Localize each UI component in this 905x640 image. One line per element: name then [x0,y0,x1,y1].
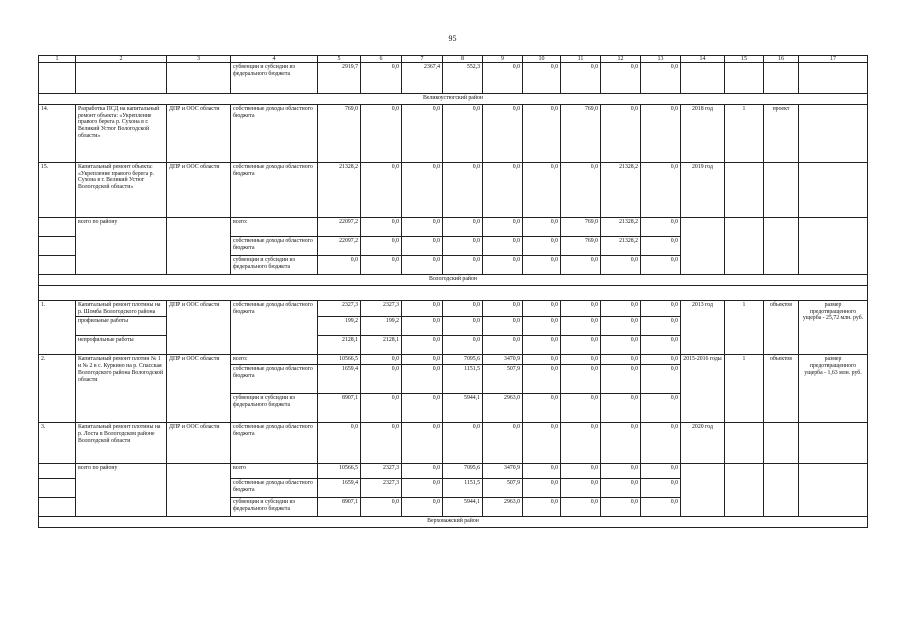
value-cell: 3470,9 [483,355,523,365]
value-cell: 0,0 [402,394,443,423]
value-cell: 0,0 [561,301,601,317]
value-cell: 0,0 [561,163,601,218]
value-cell: 0,0 [483,63,523,94]
value-cell: 3470,9 [483,464,523,479]
value-cell: 22097,2 [318,237,361,256]
value-cell: 0,0 [561,479,601,498]
value-cell: 2919,7 [318,63,361,94]
value-cell: 0,0 [523,237,561,256]
table-cell [681,464,725,517]
source-cell: собственные доходы областного бюджета [231,423,318,464]
page-number: 95 [448,34,457,43]
source-cell: субвенции и субсидии из федерального бюджета [231,63,318,94]
value-cell: 769,0 [561,105,601,163]
value-cell: 0,0 [443,317,483,336]
value-cell: 22097,2 [318,218,361,237]
row-number: 2. [39,355,76,423]
value-cell: 0,0 [641,423,681,464]
table-cell [39,479,76,498]
value-cell: 0,0 [523,301,561,317]
value-cell: 21328,2 [601,218,641,237]
table-cell [167,464,231,517]
value-cell: 507,9 [483,479,523,498]
table-cell [39,464,76,479]
value-cell: 0,0 [523,365,561,394]
value-cell: 0,0 [361,394,402,423]
value-cell: 0,0 [641,394,681,423]
value-cell: 0,0 [443,256,483,275]
value-cell: 0,0 [402,237,443,256]
column-header: 11 [561,56,601,63]
value-cell: 0,0 [523,423,561,464]
section-title: Верховажский район [39,517,868,528]
value-cell: 0,0 [641,317,681,336]
value-cell: 0,0 [402,464,443,479]
quantity-cell: 1 [725,105,764,163]
value-cell: 0,0 [443,301,483,317]
value-cell: 0,0 [523,479,561,498]
unit-cell: объектов [764,355,799,423]
table-cell [39,237,76,256]
value-cell: 0,0 [601,394,641,423]
column-header: 16 [764,56,799,63]
value-cell: 0,0 [361,63,402,94]
year-cell: 2020 год [681,423,725,464]
column-header: 4 [231,56,318,63]
value-cell: 2327,3 [361,464,402,479]
unit-cell: проект [764,105,799,163]
value-cell: 0,0 [483,237,523,256]
value-cell: 0,0 [561,464,601,479]
table-cell [725,464,764,517]
value-cell: 2963,0 [483,394,523,423]
value-cell: 0,0 [641,163,681,218]
value-cell: 0,0 [601,479,641,498]
value-cell: 21328,2 [601,237,641,256]
value-cell: 0,0 [402,218,443,237]
value-cell: 0,0 [402,365,443,394]
table-row [39,301,868,317]
value-cell: 5944,1 [443,394,483,423]
value-cell: 7095,6 [443,355,483,365]
value-cell: 0,0 [641,464,681,479]
table-row [39,63,868,94]
value-cell: 21328,2 [601,163,641,218]
column-header: 3 [167,56,231,63]
value-cell: 0,0 [402,336,443,355]
table-cell [799,218,868,275]
value-cell: 0,0 [641,218,681,237]
row-number: 3. [39,423,76,464]
table-cell [681,63,725,94]
total-label: всего по району [76,464,167,517]
year-cell: 2018 год [681,105,725,163]
source-cell: собственные доходы областного бюджета [231,301,318,355]
table-cell [725,218,764,275]
value-cell: 0,0 [523,355,561,365]
value-cell: 0,0 [483,256,523,275]
value-cell: 2367,4 [402,63,443,94]
value-cell: 507,9 [483,365,523,394]
column-header: 1 [39,56,76,63]
row-number: 1. [39,301,76,355]
value-cell: 0,0 [523,105,561,163]
value-cell: 0,0 [601,256,641,275]
column-header: 15 [725,56,764,63]
value-cell: 0,0 [561,365,601,394]
value-cell: 1151,5 [443,479,483,498]
source-cell: собственные доходы областного бюджета [231,365,318,394]
value-cell: 1659,4 [318,365,361,394]
value-cell: 0,0 [561,498,601,517]
row-number: 15. [39,163,76,218]
value-cell: 0,0 [483,163,523,218]
value-cell: 0,0 [361,163,402,218]
column-header: 2 [76,56,167,63]
source-cell: собственные доходы областного бюджета [231,105,318,163]
value-cell: 0,0 [641,256,681,275]
value-cell: 0,0 [641,336,681,355]
year-cell: 2015-2016 годы [681,355,725,423]
value-cell: 0,0 [483,423,523,464]
value-cell: 2327,3 [361,301,402,317]
value-cell: 0,0 [402,423,443,464]
value-cell: 8907,1 [318,394,361,423]
table-row [39,355,868,365]
value-cell: 0,0 [443,218,483,237]
value-cell: 2128,1 [318,336,361,355]
value-cell: 10566,5 [318,464,361,479]
value-cell: 0,0 [483,336,523,355]
value-cell: 0,0 [483,105,523,163]
value-cell: 21328,2 [318,163,361,218]
value-cell: 199,2 [318,317,361,336]
value-cell: 0,0 [361,498,402,517]
row-number: 14. [39,105,76,163]
value-cell: 7095,6 [443,464,483,479]
project-name: Капитальный ремонт плотины на р. Шомба Вологодского района [76,301,167,317]
value-cell: 0,0 [402,105,443,163]
column-header: 6 [361,56,402,63]
source-cell: субвенции и субсидии из федерального бюджета [231,394,318,423]
value-cell: 0,0 [483,301,523,317]
table-header-row [39,56,868,63]
project-name: Капитальный ремонт объекта: «Укрепление правого берега р. Сухона в г. Великий Устюг Вологодской области» [76,163,167,218]
value-cell: 0,0 [601,423,641,464]
value-cell: 0,0 [523,317,561,336]
quantity-cell: 1 [725,301,764,355]
column-header: 13 [641,56,681,63]
year-cell: 2013 год [681,301,725,355]
table-row [39,163,868,218]
table-cell [799,163,868,218]
source-cell: собственные доходы областного бюджета [231,237,318,256]
table-cell [799,63,868,94]
value-cell: 769,0 [561,218,601,237]
value-cell: 0,0 [318,256,361,275]
value-cell: 0,0 [601,63,641,94]
value-cell: 0,0 [523,163,561,218]
value-cell: 8907,1 [318,498,361,517]
table-cell [39,498,76,517]
table-cell [167,218,231,275]
value-cell: 0,0 [601,336,641,355]
value-cell: 0,0 [601,105,641,163]
section-row [39,517,868,528]
result-cell: размер предотвращенного ущерба - 25,72 млн. руб. [799,301,868,355]
column-header: 14 [681,56,725,63]
value-cell: 0,0 [523,336,561,355]
section-row [39,94,868,105]
result-cell: размер предотвращенного ущерба - 1,63 млн. руб. [799,355,868,423]
column-header: 5 [318,56,361,63]
executor-cell: ДПР и ООС области [167,423,231,464]
value-cell: 0,0 [561,317,601,336]
value-cell: 769,0 [561,237,601,256]
table-cell [681,218,725,275]
value-cell: 0,0 [601,355,641,365]
value-cell: 0,0 [361,237,402,256]
table-cell [764,464,799,517]
value-cell: 2327,3 [318,301,361,317]
value-cell: 0,0 [523,394,561,423]
value-cell: 0,0 [641,498,681,517]
value-cell: 0,0 [361,218,402,237]
project-name: Разработка ПСД на капитальный ремонт объекта: «Укрепление правого берега р. Сухона в г. Великий Устюг Вологодской области» [76,105,167,163]
work-type: профильные работы [76,317,167,336]
source-cell: собственные доходы областного бюджета [231,163,318,218]
value-cell: 0,0 [402,317,443,336]
value-cell: 0,0 [523,63,561,94]
table-cell [39,256,76,275]
table-cell [39,63,76,94]
value-cell: 0,0 [318,423,361,464]
value-cell: 0,0 [601,365,641,394]
value-cell: 1151,5 [443,365,483,394]
value-cell: 0,0 [402,355,443,365]
source-cell: собственные доходы областного бюджета [231,479,318,498]
table-cell [76,63,167,94]
value-cell: 2327,3 [361,479,402,498]
table-row [39,218,868,237]
section-row [39,275,868,286]
value-cell: 0,0 [443,105,483,163]
value-cell: 0,0 [402,301,443,317]
executor-cell: ДПР и ООС области [167,163,231,218]
value-cell: 0,0 [641,365,681,394]
value-cell: 10566,5 [318,355,361,365]
column-header: 8 [443,56,483,63]
value-cell: 0,0 [443,336,483,355]
value-cell: 0,0 [361,256,402,275]
value-cell: 0,0 [561,394,601,423]
value-cell: 0,0 [443,163,483,218]
value-cell: 0,0 [561,355,601,365]
table-cell [799,423,868,464]
value-cell: 0,0 [601,498,641,517]
value-cell: 0,0 [641,63,681,94]
value-cell: 769,0 [318,105,361,163]
value-cell: 0,0 [402,256,443,275]
executor-cell: ДПР и ООС области [167,301,231,355]
work-type: непрофильные работы [76,336,167,355]
table-cell [725,163,764,218]
value-cell: 0,0 [523,218,561,237]
value-cell: 0,0 [402,163,443,218]
value-cell: 0,0 [361,105,402,163]
source-cell: всего: [231,218,318,237]
value-cell: 0,0 [641,301,681,317]
spacer-row [39,286,868,301]
source-cell: субвенции и субсидии из федерального бюджета [231,498,318,517]
value-cell: 0,0 [601,301,641,317]
value-cell: 0,0 [483,317,523,336]
value-cell: 0,0 [641,237,681,256]
value-cell: 0,0 [361,355,402,365]
source-cell: субвенции и субсидии из федерального бюджета [231,256,318,275]
project-name: Капитальный ремонт плотины на р. Лоста в Вологодском районе Вологодской области [76,423,167,464]
budget-table [38,55,868,528]
table-row [39,105,868,163]
table-cell [39,286,868,301]
table-cell [764,163,799,218]
value-cell: 0,0 [641,105,681,163]
value-cell: 0,0 [402,479,443,498]
value-cell: 0,0 [561,336,601,355]
table-cell [764,218,799,275]
table-cell [725,423,764,464]
column-header: 17 [799,56,868,63]
executor-cell: ДПР и ООС области [167,355,231,423]
value-cell: 0,0 [561,423,601,464]
column-header: 9 [483,56,523,63]
section-title: Великоустюгский район [39,94,868,105]
table-cell [764,423,799,464]
value-cell: 0,0 [443,237,483,256]
unit-cell: объектов [764,301,799,355]
value-cell: 0,0 [561,256,601,275]
table-cell [764,63,799,94]
section-title: Вологодский район [39,275,868,286]
column-header: 12 [601,56,641,63]
table-row [39,423,868,464]
column-header: 7 [402,56,443,63]
value-cell: 0,0 [601,464,641,479]
value-cell: 552,3 [443,63,483,94]
table-cell [39,218,76,237]
total-label: всего по району [76,218,167,275]
value-cell: 2963,0 [483,498,523,517]
project-name: Капитальный ремонт плотин № 1 и № 2 в с. Куркино на р. Спасская Вологодского района Вологодской области [76,355,167,423]
value-cell: 0,0 [443,423,483,464]
table-cell [799,464,868,517]
value-cell: 0,0 [561,63,601,94]
value-cell: 2128,1 [361,336,402,355]
table-cell [167,63,231,94]
value-cell: 0,0 [361,365,402,394]
executor-cell: ДПР и ООС области [167,105,231,163]
value-cell: 0,0 [601,317,641,336]
value-cell: 1659,4 [318,479,361,498]
source-cell: всего [231,464,318,479]
value-cell: 199,2 [361,317,402,336]
value-cell: 0,0 [523,498,561,517]
source-cell: всего: [231,355,318,365]
value-cell: 0,0 [641,479,681,498]
year-cell: 2019 год [681,163,725,218]
table-row [39,464,868,479]
value-cell: 0,0 [402,498,443,517]
result-cell [799,105,868,163]
quantity-cell: 1 [725,355,764,423]
value-cell: 0,0 [361,423,402,464]
value-cell: 0,0 [523,256,561,275]
value-cell: 0,0 [641,355,681,365]
value-cell: 5944,1 [443,498,483,517]
value-cell: 0,0 [483,218,523,237]
value-cell: 0,0 [523,464,561,479]
column-header: 10 [523,56,561,63]
table-cell [725,63,764,94]
